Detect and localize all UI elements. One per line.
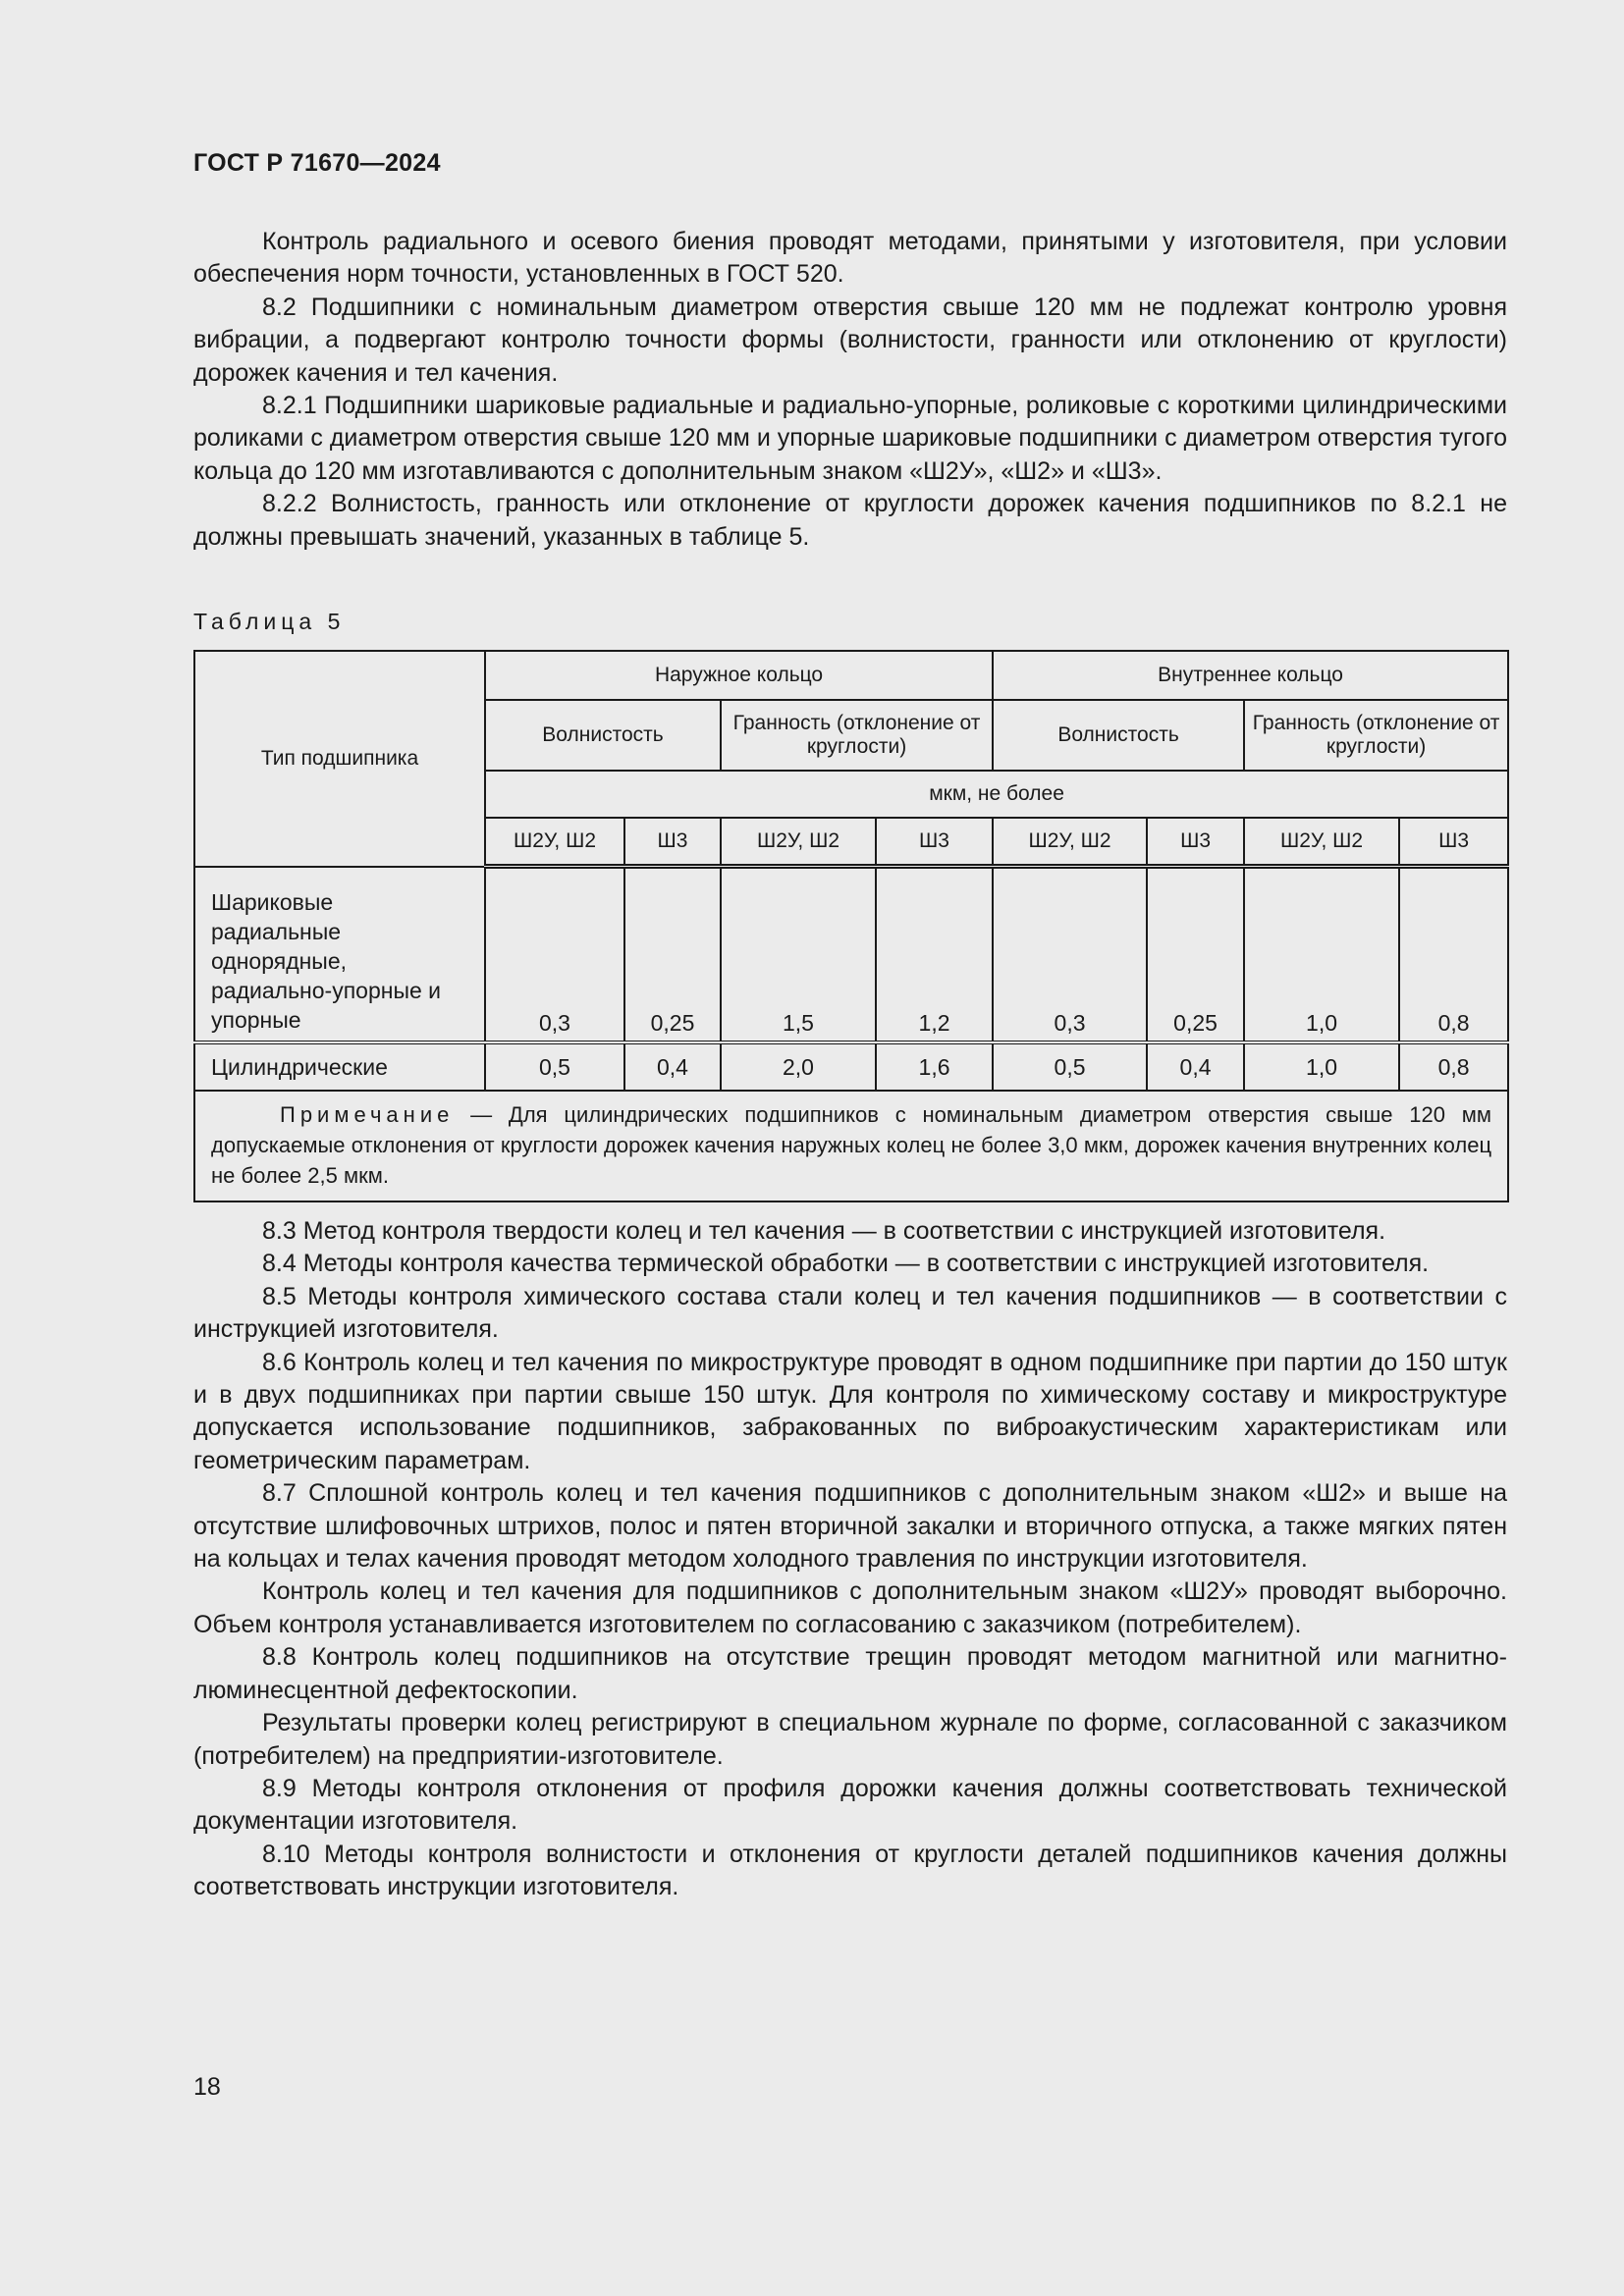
paragraph: 8.3 Метод контроля твердости колец и тел качения — в соответствии с инструкцией изготовителя.: [262, 1217, 1386, 1245]
table-cell: 2,0: [721, 1042, 876, 1091]
table-cell: 0,25: [1147, 867, 1244, 1042]
column-header-inner-ring: Внутреннее кольцо: [993, 651, 1508, 700]
class-header: Ш2У, Ш2: [1244, 818, 1399, 867]
paragraph: 8.9 Методы контроля отклонения от профиля дорожки качения должны соответствовать технической документации изготовителя.: [193, 1774, 1507, 1836]
table-cell: 1,0: [1244, 1042, 1399, 1091]
class-header: Ш3: [1399, 818, 1508, 867]
table-cell: 0,4: [624, 1042, 721, 1091]
column-header-inner-waviness: Волнистость: [993, 700, 1244, 771]
table-5: [193, 650, 1509, 1202]
table-cell: 1,0: [1244, 867, 1399, 1042]
paragraph: 8.8 Контроль колец подшипников на отсутствие трещин проводят методом магнитной или магнитно-люминесцентной дефектоскопии.: [193, 1643, 1507, 1704]
table-cell: 1,2: [876, 867, 993, 1042]
table-cell: 0,8: [1399, 867, 1508, 1042]
text-block-top: [193, 226, 1507, 554]
note-label: Примечание: [280, 1101, 455, 1127]
paragraph: 8.2 Подшипники с номинальным диаметром отверстия свыше 120 мм не подлежат контролю уровня вибрации, а подвергают контролю точности формы (волнистости, гранности или отклонению от круглости) дорожек качения и тел качения.: [193, 293, 1507, 387]
table-cell: 0,4: [1147, 1042, 1244, 1091]
row-label: Цилиндрические: [194, 1042, 485, 1091]
table-cell: 0,8: [1399, 1042, 1508, 1091]
paragraph: Контроль радиального и осевого биения проводят методами, принятыми у изготовителя, при условии обеспечения норм точности, установленных в ГОСТ 520.: [193, 228, 1507, 289]
class-header: Ш2У, Ш2: [721, 818, 876, 867]
document-header: ГОСТ Р 71670—2024: [193, 149, 441, 177]
paragraph: Результаты проверки колец регистрируют в специальном журнале по форме, согласованной с заказчиком (потребителем) на предприятии-изготовителе.: [193, 1709, 1507, 1770]
table-cell: 0,3: [485, 867, 624, 1042]
row-label: Шариковые радиальные однорядные, радиально-упорные и упорные: [194, 867, 485, 1042]
class-header: Ш3: [876, 818, 993, 867]
class-header: Ш2У, Ш2: [485, 818, 624, 867]
paragraph: 8.6 Контроль колец и тел качения по микроструктуре проводят в одном подшипнике при партии до 150 штук и в двух подшипниках при партии свыше 150 штук. Для контроля по химическому составу и микроструктуре допускается использование подшипников, забракованных по виброакустическим характеристикам или геометрическим параметрам.: [193, 1348, 1507, 1474]
class-header: Ш2У, Ш2: [993, 818, 1147, 867]
note-text: — Для цилиндрических подшипников с номинальным диаметром отверстия свыше 120 мм допускаемые отклонения от круглости дорожек качения наружных колец не более 3,0 мкм, дорожек качения внутренних колец не более 2,5 мкм.: [211, 1101, 1492, 1188]
column-header-outer-faceting: Гранность (отклонение от круглости): [721, 700, 993, 771]
column-header-outer-ring: Наружное кольцо: [485, 651, 993, 700]
table-note: [194, 1091, 1508, 1201]
table-row: [194, 1042, 1508, 1091]
paragraph: 8.5 Методы контроля химического состава стали колец и тел качения подшипников — в соответствии с инструкцией изготовителя.: [193, 1282, 1507, 1344]
text-block-bottom: [193, 1215, 1507, 1904]
class-header: Ш3: [624, 818, 721, 867]
table-cell: 0,25: [624, 867, 721, 1042]
column-header-bearing-type: Тип подшипника: [194, 651, 485, 867]
table-cell: 0,5: [485, 1042, 624, 1091]
paragraph: 8.4 Методы контроля качества термической обработки — в соответствии с инструкцией изготовителя.: [262, 1250, 1430, 1278]
table-cell: 0,5: [993, 1042, 1147, 1091]
paragraph: 8.7 Сплошной контроль колец и тел качения подшипников с дополнительным знаком «Ш2» и выше на отсутствие шлифовочных штрихов, полос и пятен вторичной закалки и вторичного отпуска, а также мягких пятен на кольцах и телах качения проводят методом холодного травления по инструкции изготовителя.: [193, 1479, 1507, 1574]
column-header-outer-waviness: Волнистость: [485, 700, 721, 771]
table-cell: 0,3: [993, 867, 1147, 1042]
paragraph: 8.2.2 Волнистость, гранность или отклонение от круглости дорожек качения подшипников по 8.2.1 не должны превышать значений, указанных в таблице 5.: [193, 490, 1507, 551]
paragraph: Контроль колец и тел качения для подшипников с дополнительным знаком «Ш2У» проводят выборочно. Объем контроля устанавливается изготовителем по согласованию с заказчиком (потребителем).: [193, 1577, 1507, 1638]
table-row: [194, 867, 1508, 1042]
paragraph: 8.10 Методы контроля волнистости и отклонения от круглости деталей подшипников качения должны соответствовать инструкции изготовителя.: [193, 1840, 1507, 1901]
page-number: 18: [193, 2073, 221, 2101]
table-caption: Таблица 5: [193, 609, 346, 634]
table-cell: 1,6: [876, 1042, 993, 1091]
unit-header: мкм, не более: [485, 771, 1508, 818]
column-header-inner-faceting: Гранность (отклонение от круглости): [1244, 700, 1508, 771]
table-cell: 1,5: [721, 867, 876, 1042]
class-header: Ш3: [1147, 818, 1244, 867]
paragraph: 8.2.1 Подшипники шариковые радиальные и радиально-упорные, роликовые с короткими цилиндрическими роликами с диаметром отверстия свыше 120 мм и упорные шариковые подшипники с диаметром отверстия тугого кольца до 120 мм изготавливаются с дополнительным знаком «Ш2У», «Ш2» и «Ш3».: [193, 392, 1507, 485]
